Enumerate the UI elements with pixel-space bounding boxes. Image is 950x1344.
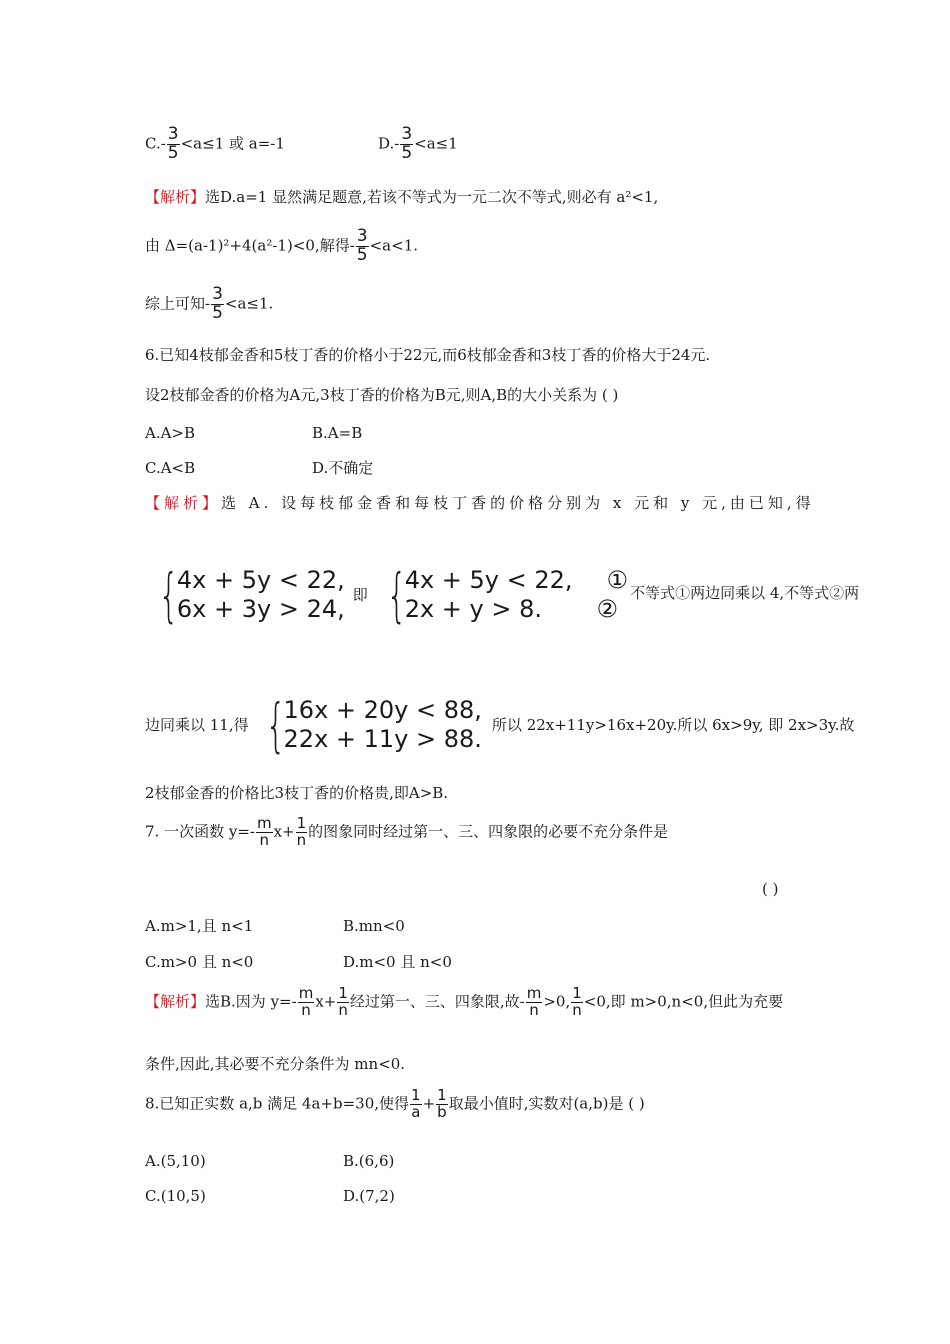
q8-option-b: B.(6,6) [343, 1152, 395, 1170]
analysis-tag: 【解析】 [145, 494, 222, 512]
fraction: $\frac{m}{n}$ [256, 814, 272, 849]
q6-solution-line1: 【解析】选 A. 设每枝郁金香和每枝丁香的价格分别为 x 元和 y 元,由已知,得 [145, 494, 815, 512]
fraction: $\frac{m}{n}$ [526, 984, 542, 1019]
fraction: $\frac{1}{n}$ [338, 984, 348, 1019]
q8-option-a: A.(5,10) [145, 1152, 206, 1170]
equation-system-1: { 4x + 5y < 22, 6x + 3y > 24, [158, 561, 345, 629]
q5-solution-line1: 【解析】选D.a=1 显然满足题意,若该不等式为一元二次不等式,则必有 a²<1, [145, 188, 659, 206]
q6-option-c: C.A<B [145, 459, 196, 477]
q7-answer-paren: ( ) [762, 880, 779, 898]
circle-labels: ① ② [596, 566, 629, 623]
fraction: $\frac{3}{5}$ [401, 124, 413, 163]
fraction: $\frac{m}{n}$ [298, 984, 314, 1019]
q7-stem: 7. 一次函数 y=- $\frac{m}{n}$ x+ $\frac{1}{n}$ 的图象同时经过第一、三、四象限的必要不充分条件是 [145, 814, 669, 849]
fraction: $\frac{1}{n}$ [572, 984, 582, 1019]
q7-option-a: A.m>1,且 n<1 [145, 917, 254, 935]
q7-option-d: D.m<0 且 n<0 [343, 953, 452, 971]
q6-option-b: B.A=B [312, 424, 363, 442]
fraction: $\frac{3}{5}$ [212, 284, 223, 323]
q7-solution-line1: 【解析】选B.因为 y=- $\frac{m}{n}$ x+ $\frac{1}{n}$ 经过第一、三、四象限,故- $\frac{m}{n}$ >0, $\frac{1}{n}$ <0,即 m>0,n<0,但此为充要 [145, 984, 784, 1019]
q7-option-c: C.m>0 且 n<0 [145, 953, 254, 971]
q6-systems-row: { 4x + 5y < 22, 6x + 3y > 24, 即 { 4x + 5y < 22, 2x + y > 8. ① ② 不等式①两边同乘以 4,不等式②两 [142, 566, 859, 624]
equation-system-3: { 16x + 20y < 88, 22x + 11y > 88. [265, 691, 482, 759]
q6-stem-line1: 6.已知4枝郁金香和5枝丁香的价格小于22元,而6枝郁金香和3枝丁香的价格大于24元. [145, 346, 711, 364]
fraction: $\frac{3}{5}$ [356, 226, 368, 265]
q6-option-a: A.A>B [145, 424, 196, 442]
fraction: $\frac{3}{5}$ [167, 124, 179, 163]
q8-option-c: C.(10,5) [145, 1187, 206, 1205]
q5-option-c: C.- $\frac{3}{5}$ <a≤1 或 a=-1 [145, 124, 285, 163]
fraction: $\frac{1}{a}$ [411, 1086, 421, 1121]
analysis-tag: 【解析】 [145, 992, 206, 1011]
q5-solution-line2: 由 Δ=(a-1)²+4(a²-1)<0,解得- $\frac{3}{5}$ <a<1. [145, 226, 419, 265]
q6-solution-line4: 2枝郁金香的价格比3枝丁香的价格贵,即A>B. [145, 784, 449, 802]
fraction: $\frac{1}{n}$ [296, 814, 307, 849]
fraction: $\frac{1}{b}$ [437, 1086, 447, 1121]
analysis-tag: 【解析】 [145, 188, 206, 206]
q6-stem-line2: 设2枝郁金香的价格为A元,3枝丁香的价格为B元,则A,B的大小关系为 ( ) [145, 386, 619, 404]
q5-option-d: D.- $\frac{3}{5}$ <a≤1 [378, 124, 458, 163]
q6-solution-line3: 边同乘以 11,得 { 16x + 20y < 88, 22x + 11y > 88. 所以 22x+11y>16x+20y.所以 6x>9y, 即 2x>3y.故 [145, 691, 855, 759]
q5-solution-line3: 综上可知- $\frac{3}{5}$ <a≤1. [145, 284, 274, 323]
equation-system-2: { 4x + 5y < 22, 2x + y > 8. [386, 561, 573, 629]
q7-solution-line2: 条件,因此,其必要不充分条件为 mn<0. [145, 1055, 406, 1073]
q6-option-d: D.不确定 [312, 459, 374, 477]
q8-stem: 8.已知正实数 a,b 满足 4a+b=30,使得 $\frac{1}{a}$ + $\frac{1}{b}$ 取最小值时,实数对(a,b)是 ( ) [145, 1086, 645, 1121]
q8-option-d: D.(7,2) [343, 1187, 395, 1205]
q7-option-b: B.mn<0 [343, 917, 405, 935]
